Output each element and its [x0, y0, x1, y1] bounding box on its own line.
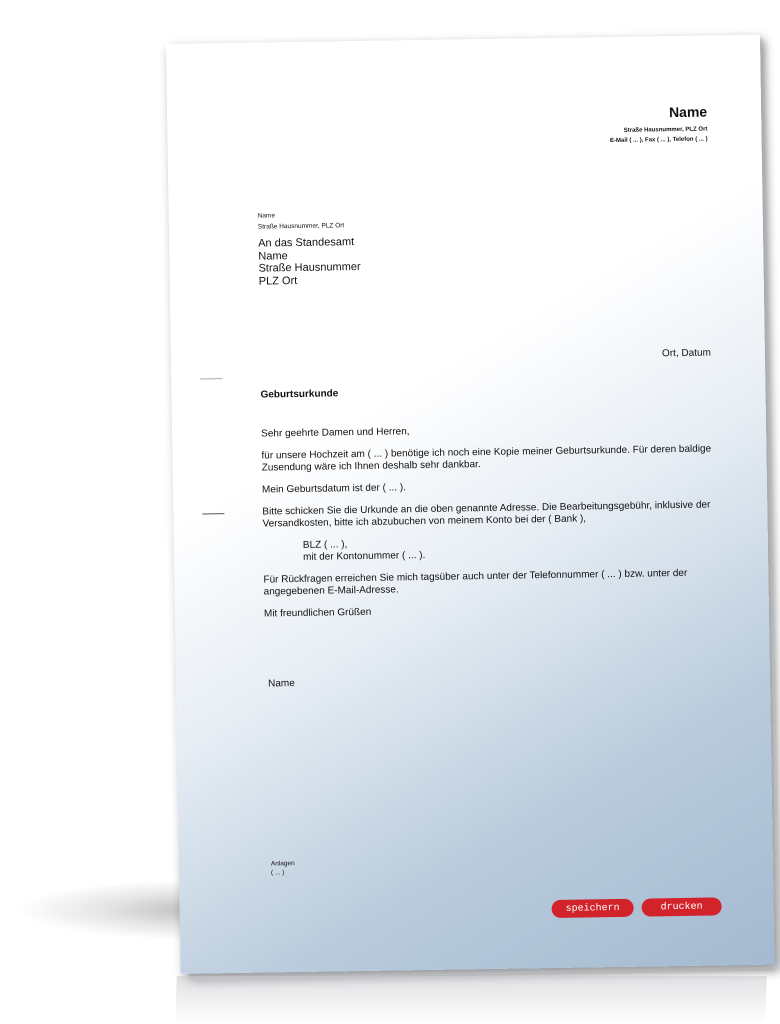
letterhead-name: Name [668, 103, 708, 121]
letter-page [166, 35, 775, 974]
recipient-address [258, 236, 361, 288]
fold-mark-lower [202, 513, 224, 514]
letterhead-contact: E-Mail ( ... ), Fax ( ... ), Telefon ( ... ) [609, 136, 708, 145]
closing: Mit freundlichen Grüßen [263, 606, 372, 620]
bank-code-line: BLZ ( ... ), [302, 539, 348, 551]
letterhead [609, 104, 707, 147]
recipient-line-1: An das Standesamt [258, 236, 355, 250]
attachments [271, 859, 295, 877]
attachments-label: Anlagen [270, 860, 295, 868]
attachments-value: ( ... ) [270, 869, 285, 877]
letter-body [261, 421, 724, 630]
body-paragraph-1: für unsere Hochzeit am ( ... ) benötige ich noch eine Kopie meiner Geburtsurkunde. Für deren baldige Zusendung wäre ich Ihnen deshalb sehr dankbar. [261, 443, 712, 474]
recipient-line-2: Name [258, 249, 288, 263]
subject-line: Geburtsurkunde [260, 388, 339, 401]
body-paragraph-4: Für Rückfragen erreichen Sie mich tagsüber auch unter der Telefonnummer ( ... ) bzw. unter der angegebenen E-Mail-Adresse. [263, 567, 688, 598]
fold-mark-upper [200, 378, 222, 379]
recipient-line-3: Straße Hausnummer [258, 260, 361, 275]
signature-name: Name [267, 678, 295, 690]
recipient-line-4: PLZ Ort [258, 274, 298, 288]
return-address [258, 209, 345, 232]
body-paragraph-2: Mein Geburtsdatum ist der ( ... ). [261, 482, 407, 496]
print-button[interactable]: drucken [641, 897, 721, 916]
bank-details [303, 533, 723, 564]
return-address-name: Name [257, 212, 276, 220]
letter-content [166, 35, 775, 974]
place-date: Ort, Datum [661, 347, 712, 360]
salutation: Sehr geehrte Damen und Herren, [261, 426, 410, 440]
page-reflection [175, 976, 767, 1024]
return-address-street: Straße Hausnummer, PLZ Ort [257, 222, 345, 231]
letterhead-address: Straße Hausnummer, PLZ Ort [623, 126, 708, 134]
account-number-line: mit der Kontonummer ( ... ). [302, 549, 426, 563]
body-paragraph-3: Bitte schicken Sie die Urkunde an die oben genannte Adresse. Die Bearbeitungsgebühr, inklusive der Versandkosten, bitte ich abzubuchen von meinem Konto bei der ( Bank ), [262, 499, 711, 530]
save-button[interactable]: speichern [551, 899, 633, 918]
